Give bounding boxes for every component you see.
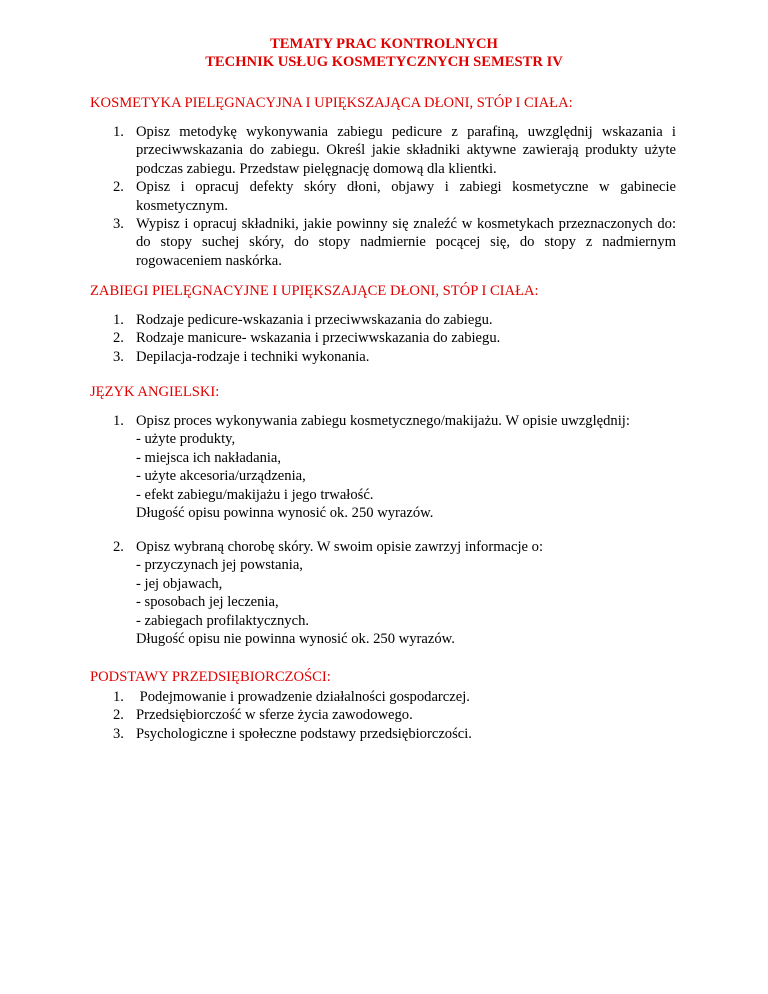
list-item <box>0 215 676 270</box>
section-list-zabiegi <box>0 311 768 366</box>
item-number: 1. <box>113 413 124 429</box>
item-line: - zabiegach profilaktycznych. <box>136 612 310 629</box>
item-number: 3. <box>113 348 124 365</box>
item-line: Długość opisu powinna wynosić ok. 250 wyrazów. <box>136 505 434 522</box>
list-item <box>0 688 768 706</box>
item-text: Podejmowanie i prowadzenie działalności gospodarczej. <box>136 689 470 705</box>
list-item <box>0 706 768 724</box>
section-list-jezyk-angielski-2 <box>0 538 768 648</box>
list-item <box>0 329 768 347</box>
item-line: - przyczynach jej powstania, <box>136 557 303 574</box>
item-text: Opisz i opracuj defekty skóry dłoni, objawy i zabiegi kosmetyczne w gabinecie kosmetycznym. <box>136 179 676 214</box>
item-number: 1. <box>113 312 124 328</box>
item-number: 2. <box>113 330 124 347</box>
item-line: - użyte produkty, <box>136 431 236 448</box>
section-list-jezyk-angielski <box>0 412 768 522</box>
section-list-kosmetyka <box>0 123 768 270</box>
item-line: Opisz proces wykonywania zabiegu kosmetycznego/makijażu. W opisie uwzględnij: <box>136 413 630 429</box>
item-line: - jej objawach, <box>136 575 223 592</box>
list-item <box>0 311 768 329</box>
item-number: 1. <box>113 124 124 140</box>
item-text: Opisz metodykę wykonywania zabiegu pedicure z parafiną, uwzględnij wskazania i przeciwwskazania do zabiegu. Określ jakie składniki aktywne zawierają produkty użyte podczas zabiegu. Przedstaw pielęgnację domową dla klientki. <box>136 124 676 177</box>
section-heading-zabiegi: ZABIEGI PIELĘGNACYJNE I UPIĘKSZAJĄCE DŁONI, STÓP I CIAŁA: <box>90 283 539 299</box>
item-line: Długość opisu nie powinna wynosić ok. 250 wyrazów. <box>136 631 455 648</box>
item-text: Rodzaje pedicure-wskazania i przeciwwskazania do zabiegu. <box>136 312 493 328</box>
document-title <box>0 35 768 71</box>
item-text: Psychologiczne i społeczne podstawy przedsiębiorczości. <box>136 725 472 742</box>
item-line: - sposobach jej leczenia, <box>136 594 279 611</box>
section-heading-jezyk-angielski: JĘZYK ANGIELSKI: <box>90 384 220 400</box>
item-line: - użyte akcesoria/urządzenia, <box>136 468 306 485</box>
title-line-2: TECHNIK USŁUG KOSMETYCZNYCH SEMESTR IV <box>205 54 563 70</box>
item-line: - miejsca ich nakładania, <box>136 449 282 466</box>
list-item <box>0 178 676 215</box>
list-item <box>0 538 768 648</box>
item-number: 2. <box>113 179 124 196</box>
section-list-przedsiebiorczosc <box>0 688 768 743</box>
list-item <box>0 412 768 522</box>
item-number: 2. <box>113 539 124 555</box>
item-number: 2. <box>113 707 124 724</box>
section-heading-przedsiebiorczosc: PODSTAWY PRZEDSIĘBIORCZOŚCI: <box>90 669 331 685</box>
list-item <box>0 348 768 366</box>
list-item <box>0 123 676 178</box>
section-heading-kosmetyka: KOSMETYKA PIELĘGNACYJNA I UPIĘKSZAJĄCA DŁONI, STÓP I CIAŁA: <box>90 95 573 111</box>
item-text: Wypisz i opracuj składniki, jakie powinny się znaleźć w kosmetykach przeznaczonych do: do stopy suchej skóry, do stopy nadmiernie pocącej się, do stopy z nadmiernym rogowaceniem naskórka. <box>136 216 676 269</box>
list-item <box>0 725 768 743</box>
item-text: Przedsiębiorczość w sferze życia zawodowego. <box>136 707 413 724</box>
item-text: Rodzaje manicure- wskazania i przeciwwskazania do zabiegu. <box>136 330 501 347</box>
item-text: Depilacja-rodzaje i techniki wykonania. <box>136 348 370 365</box>
item-number: 3. <box>113 725 124 742</box>
item-number: 3. <box>113 216 124 233</box>
item-number: 1. <box>113 689 124 705</box>
item-line: Opisz wybraną chorobę skóry. W swoim opisie zawrzyj informacje o: <box>136 539 544 555</box>
item-line: - efekt zabiegu/makijażu i jego trwałość. <box>136 486 374 503</box>
title-line-1: TEMATY PRAC KONTROLNYCH <box>270 36 498 52</box>
